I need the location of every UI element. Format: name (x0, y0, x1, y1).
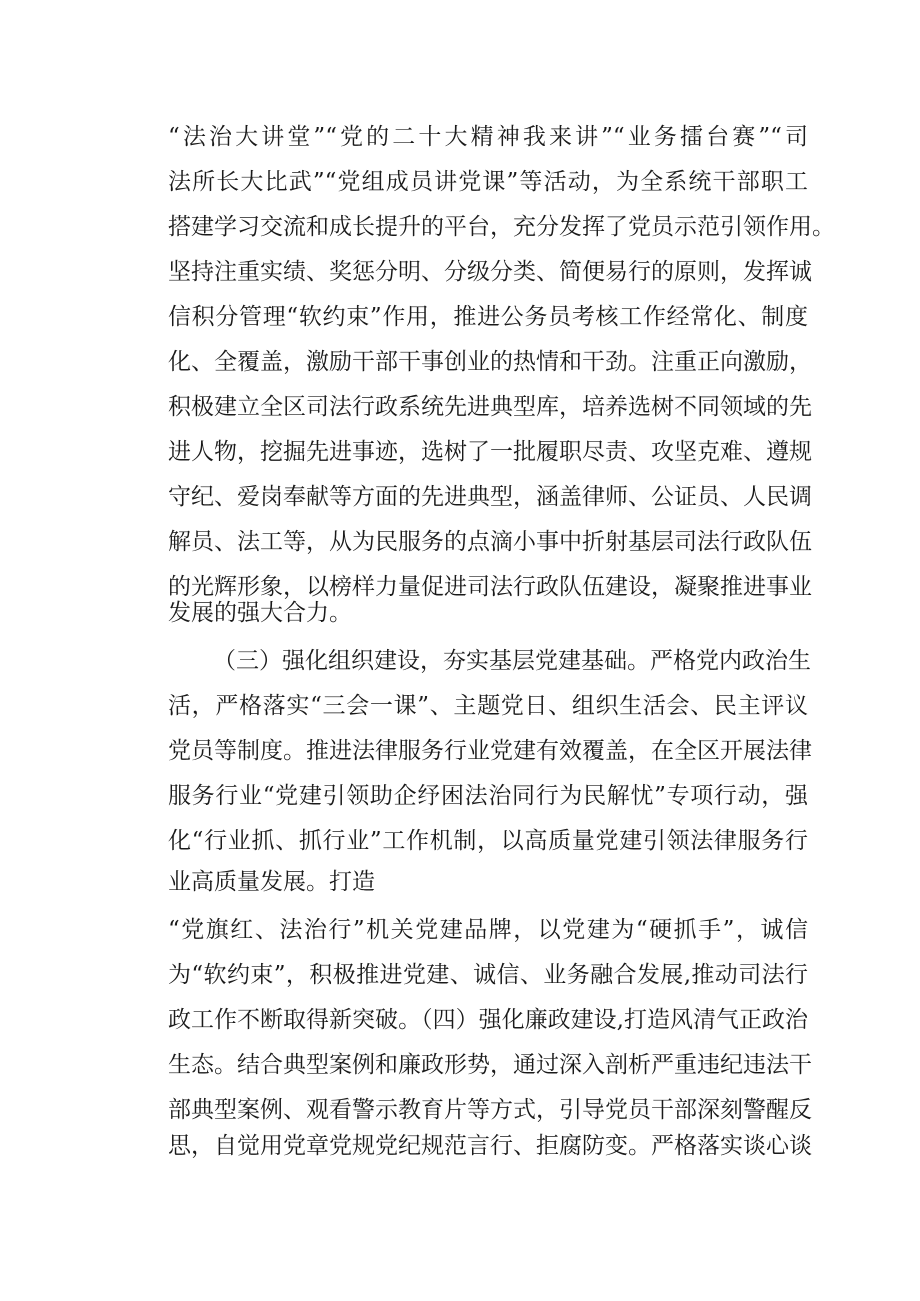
text-line: 为“软约束”，积极推进党建、诚信、业务融合发展,推动司法行 (168, 962, 808, 988)
text-line: 法所长大比武”“党组成员讲党课”等活动，为全系统干部职工 (168, 169, 808, 195)
text-line: 思，自觉用党章党规党纪规范言行、拒腐防变。严格落实谈心谈 (168, 1133, 812, 1159)
text-line: 化、全覆盖，激励干部干事创业的热情和干劲。注重正向激励， (168, 349, 812, 375)
text-line: 守纪、爱岗奉献等方面的先进典型，涵盖律师、公证员、人民调 (168, 484, 812, 510)
text-line: “法治大讲堂”“党的二十大精神我来讲”“业务擂台赛”“司 (168, 124, 808, 150)
text-line: 化“行业抓、抓行业”工作机制，以高质量党建引领法律服务行 (168, 828, 808, 854)
text-line: 积极建立全区司法行政系统先进典型库，培养选树不同领域的先 (168, 394, 812, 420)
text-line: 政工作不断取得新突破。（四）强化廉政建设,打造风清气正政治 (168, 1007, 808, 1033)
text-line: 搭建学习交流和成长提升的平台，充分发挥了党员示范引领作用。 (168, 214, 835, 240)
text-line: 解员、法工等，从为民服务的点滴小事中折射基层司法行政队伍 (168, 529, 812, 555)
text-line: （三）强化组织建设，夯实基层党建基础。严格党内政治生 (213, 648, 811, 674)
text-line: 生态。结合典型案例和廉政形势，通过深入剖析严重违纪违法干 (168, 1052, 812, 1078)
text-line: 部典型案例、观看警示教育片等方式，引导党员干部深刻警醒反 (168, 1097, 812, 1123)
text-line: “党旗红、法治行”机关党建品牌，以党建为“硬抓手”，诚信 (168, 917, 808, 943)
text-line: 党员等制度。推进法律服务行业党建有效覆盖，在全区开展法律 (168, 738, 812, 764)
text-line: 进人物，挖掘先进事迹，选树了一批履职尽责、攻坚克难、遵规 (168, 439, 812, 465)
text-line: 活，严格落实“三会一课”、主题党日、组织生活会、民主评议 (168, 693, 808, 719)
text-line: 坚持注重实绩、奖惩分明、分级分类、简便易行的原则，发挥诚 (168, 259, 812, 285)
text-line: 服务行业“党建引领助企纾困法治同行为民解忧”专项行动，强 (168, 783, 808, 809)
text-line: 信积分管理“软约束”作用，推进公务员考核工作经常化、制度 (168, 304, 808, 330)
text-line: 业高质量发展。打造 (168, 869, 375, 895)
text-line: 的光辉形象，以榜样力量促进司法行政队伍建设，凝聚推进事业 (168, 574, 812, 600)
text-line: 发展的强大合力。 (168, 600, 352, 626)
